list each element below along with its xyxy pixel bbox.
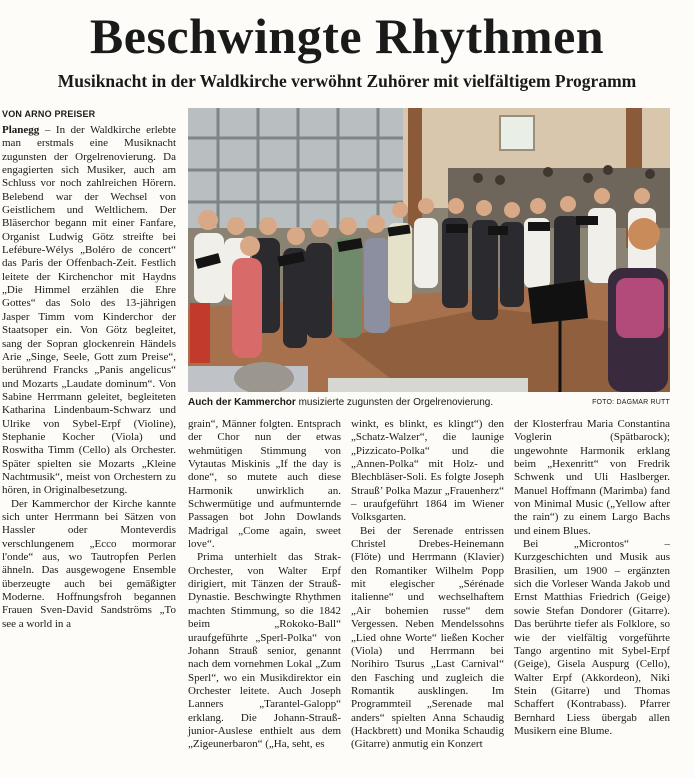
byline: VON ARNO PREISER bbox=[2, 109, 96, 119]
choir-photo bbox=[188, 108, 670, 392]
headline: Beschwingte Rhythmen bbox=[89, 8, 605, 64]
paragraph: Bei „Microntos“ – Kurzgeschichten und Musik aus Brasilien, um 1900 – ergänzten sich die Vorleser Wanda Jakob und Ernst Matthias Friedrich (Geige) sowie Stefan Dondorer (Gitarre). Das berührte tiefer als Folklore, so wie der vielfältig vorgeführte Tango argentino mit Sybel-Erpf (Geige), Gisela Auspurg (Cello), Walter Erpf (Akkordeon), Niki Stein (Gitarre) und Thomas Schaffert (Kontrabass). Pfarrer Bernhard Liess übergab allen Musikern eine Blume. bbox=[514, 538, 670, 737]
paragraph: grain“, Männer folgten. Entsprach der Chor nun der etwas wehmütigen Stimmung von Vytautas Miskinis „If the day is done“, so mutete auch diese Harmonik unwirklich an. Schwermütige und aufmunternde Passagen bot John Dowlands Madrigal „Come again, sweet love“. bbox=[188, 418, 341, 551]
caption-rest: musizierte zugunsten der Orgelrenovierung. bbox=[295, 397, 494, 408]
paragraph: Der Kammerchor der Kirche kannte sich unter Herrmann bei Sätzen von Hassler oder Monteverdis verschlungenem „Ecco mormorar l'onde“ aus, wo Tautropfen Perlen ähneln. Das ausgewogene Ensemble überzeugte auch bei gemäßigter Moderne. Hoffnungsfroh begannen Frauen Sven-David Sandströms „To see a world in a bbox=[2, 497, 176, 630]
paragraph bbox=[2, 124, 176, 498]
dateline: Planegg bbox=[2, 124, 40, 136]
caption-bold: Auch der Kammerchor bbox=[188, 397, 296, 408]
article-column-1 bbox=[2, 124, 176, 631]
choir-photo-illustration bbox=[188, 108, 670, 392]
paragraph: Prima unterhielt das Strak-Orchester, von Walter Erpf dirigiert, mit Tänzen der Strauß-Dynastie. Beschwingte Rhythmen machten Stimmung, so die 1842 beim „Rokoko-Ball“ uraufgeführte „Sperl-Polka“ von Johann Strauß senior, genannt nach dem vornehmen Lokal „Zum Sperl“, wo ein Musikdirektor ein Orchester leitete. Auch Joseph Lanners „Tarantel-Galopp“ erklang. Die Johann-Strauß-junior-Auslese enthielt aus dem „Zigeunerbaron“ („Ha, seht, es bbox=[188, 551, 341, 751]
paragraph-text: – In der Waldkirche erlebte man erstmals eine Musiknacht zugunsten der Orgelrenovierung. Da engagierten sich Musiker, auch am Schluss vor noch zahlreichen Hörern. Belebend war der Wechsel von Geistlichem und Weltlichem. Der Bläserchor begann mit einer Fanfare, Organist Ludwig Götz streifte bei Lefébure-Wélys „Boléro de concert“ das Paris der Offenbach-Zeit. Festlich leitete der Kirchenchor mit Haydns „Die Himmel erzählen die Ehre Gottes“ das Solo des 13-jährigen Jasper Timm vom Kinderchor der Staatsoper ein. Von Götz begleitet, sang der Sopran glockenrein Händels Arie „Singe, Seele, Gott zum Preise“, berührend Francks „Panis angelicus“ und Mozarts „Laudate dominum“. Von Sabine Herrmann geleitet, begleiteten Katharina Lindenbaum-Schwarz und Ulrike von Sybel-Erpf (Violine), Stephanie Kocher (Viola) und Roswitha Timm (Cello) als Orchester. Später spielten sie Mozarts „Kleine Nachtmusik“, meist von Orchestern zu hören, in Originalbesetzung. bbox=[2, 124, 176, 497]
article-column-3 bbox=[351, 418, 504, 752]
photo-credit: FOTO: DAGMAR RUTT bbox=[592, 399, 670, 406]
paragraph: Bei der Serenade entrissen Christel Drebes-Heinemann (Flöte) und Herrmann (Klavier) den Romantiker Wilhelm Popp mit elegischer „Sérénade italienne“ und wechselhaftem „Air bohemien russe“ dem Vergessen. Neben Mendelssohns „Lied ohne Worte“ ließen Kocher (Viola) und Herrmann bei Norihiro Tsurus „Last Carnival“ den Fasching und zugleich die Romantik ausklingen. Im Programmteil „Serenade mal anders“ spielten Anna Schaudig (Hackbrett) und Monika Schaudig (Gitarre) anmutig ein Konzert bbox=[351, 524, 504, 751]
subheadline: Musiknacht in der Waldkirche verwöhnt Zuhörer mit vielfältigem Programm bbox=[57, 71, 637, 91]
caption-text bbox=[188, 397, 493, 408]
article-column-2 bbox=[188, 418, 341, 752]
article-column-4 bbox=[514, 418, 670, 738]
paragraph: der Klosterfrau Maria Constantina Voglerin (Spätbarock); ungewohnte Harmonik erklang beim „Hexenritt“ von Fredrik Schwenk und Uli Haslberger. Manuel Hoffmann (Marimba) fand von Minimal Music („Yellow after the rain“) zu einem Largo Bachs und einem Blues. bbox=[514, 418, 670, 537]
paragraph: winkt, es blinkt, es klingt“) den „Schatz-Walzer“, die launige „Pizzicato-Polka“ und die „Annen-Polka“ mit Holz- und Blechbläser-Soli. Es folgte Joseph Strauß’ Polka Mazur „Frauenherz“ – uraufgeführt 1864 im Wiener Volksgarten. bbox=[351, 418, 504, 524]
photo-caption bbox=[188, 396, 670, 412]
